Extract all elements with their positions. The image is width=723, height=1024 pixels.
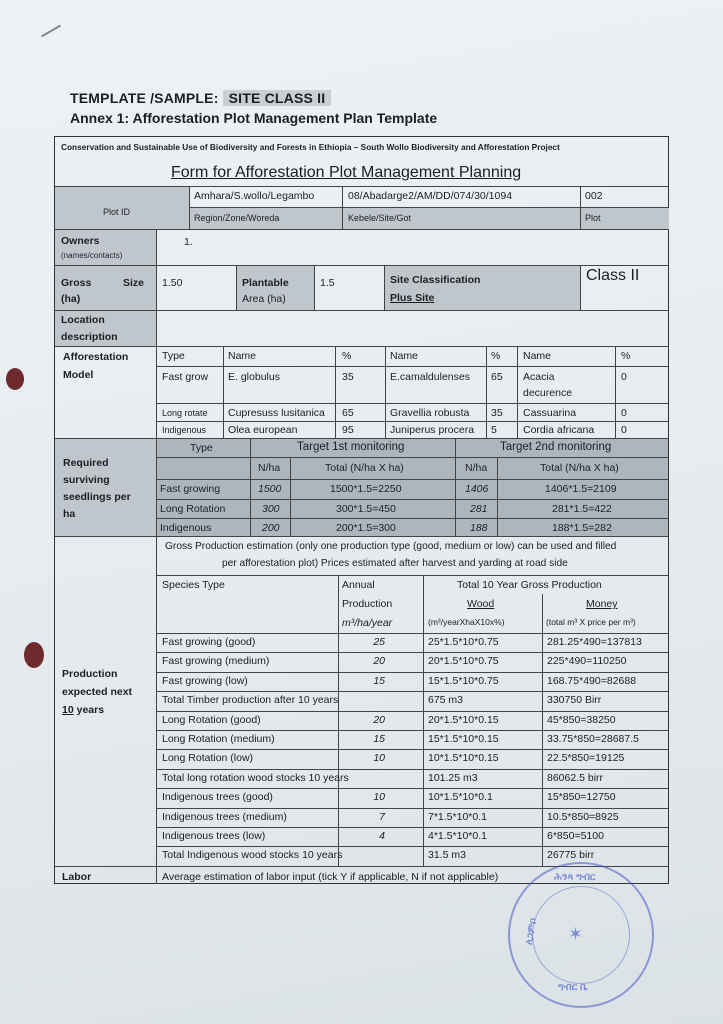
aff-r1-pct3: 0: [621, 371, 627, 383]
aff-r1-name3a: Acacia: [523, 371, 555, 383]
size-label: Size: [123, 277, 145, 289]
aff-r1-name3b: decurence: [523, 387, 573, 399]
ha-label: (ha): [61, 293, 81, 305]
aff-header-name-1: Name: [228, 350, 257, 362]
prod-row-wood: 15*1.5*10*0.75: [428, 674, 499, 687]
aff-r3-name1: Olea european: [228, 424, 298, 436]
plot-value: 002: [585, 190, 603, 202]
aff-r1-type: Fast grow: [162, 371, 209, 383]
prod-row-species: Long Rotation (low): [162, 752, 254, 765]
prod-row-money: 45*850=38250: [547, 713, 616, 726]
aff-header-name-2: Name: [390, 350, 419, 362]
seed-header-type: Type: [190, 442, 213, 454]
model-label: Model: [63, 369, 94, 381]
prod-row-money: 33.75*850=28687.5: [547, 733, 639, 745]
prod-row-wood: 15*1.5*10*0.15: [428, 733, 499, 745]
prod-row-wood: 31.5 m3: [428, 849, 466, 862]
gross-value: 1.50: [162, 277, 183, 289]
prod-row-annual: 15: [373, 674, 385, 687]
prod-row-annual: 15: [373, 733, 385, 745]
prod-row-annual: 7: [379, 810, 385, 823]
aff-header-name-3: Name: [523, 350, 552, 362]
prod-row-species: Total Indigenous wood stocks 10 years: [162, 849, 343, 862]
seed-r2-type: Long Rotation: [160, 503, 226, 515]
aff-r2-name3: Cassuarina: [523, 407, 577, 419]
prod-row-wood: 20*1.5*10*0.15: [428, 713, 499, 726]
seed-r1-n2: 1406: [465, 483, 489, 495]
seed-r3-t2: 188*1.5=282: [552, 522, 612, 534]
seed-header-total-2: Total (N/ha X ha): [540, 462, 619, 474]
labor-note: Average estimation of labor input (tick Y if applicable, N if not applicable): [162, 871, 499, 883]
official-stamp: ሕንጻ ግብር ለጋምቦ ግብር ቤ ✶: [508, 862, 654, 1008]
afforestation-label: Afforestation: [63, 351, 129, 363]
seed-r3-type: Indigenous: [160, 522, 212, 534]
aff-r1-name1: E. globulus: [228, 371, 280, 383]
seed-header-target2: Target 2nd monitoring: [500, 441, 612, 453]
prod-header-total10: Total 10 Year Gross Production: [457, 579, 602, 591]
prod-row-species: Long Rotation (medium): [162, 733, 275, 745]
seedlings-label-b: surviving: [63, 474, 110, 486]
location-label: Location: [61, 314, 105, 326]
prod-row-money: 10.5*850=8925: [547, 810, 619, 823]
punch-hole-top: [6, 368, 24, 390]
seed-header-target1: Target 1st monitoring: [297, 441, 405, 453]
prod-row-species: Indigenous trees (medium): [162, 810, 287, 823]
seedlings-shade: [55, 438, 156, 536]
prod-row-wood: 25*1.5*10*0.75: [428, 636, 499, 648]
seed-r3-n1: 200: [262, 522, 280, 534]
prod-row-money: 225*490=110250: [547, 655, 627, 668]
prod-header-species: Species Type: [162, 579, 225, 591]
prod-row-species: Long Rotation (good): [162, 713, 261, 726]
aff-r3-pct3: 0: [621, 424, 627, 436]
site-class-value: Class II: [586, 267, 640, 284]
template-heading: [70, 90, 331, 106]
aff-r3-pct2: 5: [491, 424, 497, 436]
prod-row-annual: 20: [373, 655, 385, 668]
prod-row-wood: 20*1.5*10*0.75: [428, 655, 499, 668]
seed-r3-n2: 188: [470, 522, 488, 534]
seed-r2-n1: 300: [262, 503, 280, 515]
owners-value: 1.: [184, 236, 193, 248]
seed-r1-t1: 1500*1.5=2250: [330, 483, 402, 495]
prod-row-species: Total Timber production after 10 years: [162, 694, 339, 707]
seed-r1-type: Fast growing: [160, 483, 221, 495]
production-label: Production: [62, 668, 118, 680]
prod-row-species: Total long rotation wood stocks 10 years: [162, 771, 349, 784]
prod-row-money: 6*850=5100: [547, 830, 604, 842]
aff-r2-name2: Gravellia robusta: [390, 407, 470, 419]
aff-header-type: Type: [162, 350, 185, 362]
region-label: Region/Zone/Woreda: [194, 213, 280, 223]
seed-header-nha-1: N/ha: [258, 462, 281, 474]
region-value: Amhara/S.wollo/Legambo: [194, 190, 315, 202]
aff-r2-type: Long rotate: [162, 408, 208, 418]
aff-header-pct-1: %: [342, 350, 352, 362]
aff-r2-pct1: 65: [342, 407, 354, 419]
production-label-c: 10 years: [62, 704, 105, 716]
seed-r2-n2: 281: [470, 503, 488, 515]
seedlings-label-c: seedlings per: [63, 491, 131, 503]
plantable-area-label: Area (ha): [242, 293, 286, 305]
production-label-b: expected next: [62, 686, 133, 698]
aff-r1-name2: E.camaldulenses: [390, 371, 470, 383]
seed-header-total-1: Total (N/ha X ha): [325, 462, 404, 474]
seedlings-label-d: ha: [63, 508, 76, 520]
plus-site-label: Plus Site: [390, 292, 435, 304]
plot-label: Plot: [585, 213, 601, 223]
aff-r1-pct1: 35: [342, 371, 354, 383]
aff-r2-pct3: 0: [621, 407, 627, 419]
prod-row-money: 281.25*490=137813: [547, 636, 642, 648]
aff-r3-name3: Cordia africana: [523, 424, 595, 436]
prod-header-wood-sub: (m³/yearXhaX10x%): [428, 617, 505, 627]
seed-r1-n1: 1500: [258, 483, 282, 495]
owners-label: Owners: [61, 235, 100, 247]
pen-mark: [41, 25, 61, 38]
prod-row-species: Indigenous trees (low): [162, 830, 266, 842]
prod-row-species: Fast growing (good): [162, 636, 256, 648]
owners-sublabel: (names/contacts): [61, 251, 123, 260]
prod-row-wood: 10*1.5*10*0.15: [428, 752, 499, 765]
description-label: description: [61, 331, 118, 343]
prod-row-annual: 4: [379, 830, 385, 842]
prod-row-money: 22.5*850=19125: [547, 752, 625, 765]
prod-header-wood: Wood: [467, 598, 495, 610]
prod-row-money: 15*850=12750: [547, 791, 616, 804]
seed-r3-t1: 200*1.5=300: [336, 522, 396, 534]
prod-row-money: 330750 Birr: [547, 694, 602, 707]
kebele-label: Kebele/Site/Got: [348, 213, 412, 223]
prod-row-money: 86062.5 birr: [547, 771, 604, 784]
prod-row-annual: 25: [373, 636, 385, 648]
site-class-label: Site Classification: [390, 274, 481, 286]
prod-row-annual: 10: [373, 791, 385, 804]
plantable-label: Plantable: [242, 277, 289, 289]
prod-header-money: Money: [586, 598, 618, 610]
prod-row-wood: 675 m3: [428, 694, 464, 707]
aff-r3-type: Indigenous: [162, 425, 207, 435]
prod-header-annual-c: m³/ha/year: [342, 617, 393, 629]
plantable-value: 1.5: [320, 277, 335, 289]
prod-row-annual: 10: [373, 752, 385, 765]
prod-row-species: Fast growing (medium): [162, 655, 270, 668]
template-label: TEMPLATE /SAMPLE:: [70, 90, 219, 106]
annex-title: Annex 1: Afforestation Plot Management Plan Template: [70, 110, 438, 126]
aff-r2-pct2: 35: [491, 407, 503, 419]
project-title: Conservation and Sustainable Use of Biodiversity and Forests in Ethiopia – South Wollo Biodiversity and Afforestation Project: [61, 142, 560, 152]
punch-hole-bottom: [24, 642, 44, 668]
seed-r2-t2: 281*1.5=422: [552, 503, 612, 515]
gross-label: Gross: [61, 277, 92, 289]
prod-row-species: Indigenous trees (good): [162, 791, 273, 804]
production-note-2: per afforestation plot) Prices estimated after harvest and yarding at road side: [222, 558, 568, 569]
aff-header-pct-2: %: [491, 350, 501, 362]
seed-r1-t2: 1406*1.5=2109: [545, 483, 617, 495]
prod-row-wood: 7*1.5*10*0.1: [428, 810, 487, 823]
form-title: Form for Afforestation Plot Management Planning: [171, 164, 522, 181]
aff-r1-pct2: 65: [491, 371, 503, 383]
prod-row-species: Fast growing (low): [162, 674, 248, 687]
production-note-1: Gross Production estimation (only one production type (good, medium or low) can be used and filled: [165, 541, 617, 552]
prod-header-annual-a: Annual: [342, 579, 375, 591]
seedlings-label-a: Required: [63, 457, 109, 469]
prod-row-wood: 101.25 m3: [428, 771, 478, 784]
prod-row-wood: 4*1.5*10*0.1: [428, 830, 487, 842]
seed-header-nha-2: N/ha: [465, 462, 488, 474]
prod-row-wood: 10*1.5*10*0.1: [428, 791, 493, 804]
aff-header-pct-3: %: [621, 350, 631, 362]
plot-id-label: Plot ID: [103, 207, 131, 217]
prod-row-money: 26775 birr: [547, 849, 595, 862]
aff-r2-name1: Cupresuss lusitanica: [228, 407, 325, 419]
aff-r3-pct1: 95: [342, 424, 354, 436]
seed-r2-t1: 300*1.5=450: [336, 503, 396, 515]
prod-header-annual-b: Production: [342, 598, 393, 610]
labor-label: Labor: [62, 871, 92, 883]
prod-row-money: 168.75*490=82688: [547, 674, 637, 687]
kebele-value: 08/Abadarge2/AM/DD/074/30/1094: [348, 190, 513, 202]
prod-header-money-sub: (total m³ X price per m³): [546, 617, 636, 627]
site-class-highlight: SITE CLASS II: [223, 90, 332, 106]
prod-row-annual: 20: [373, 713, 385, 726]
aff-r3-name2: Juniperus procera: [390, 424, 475, 436]
